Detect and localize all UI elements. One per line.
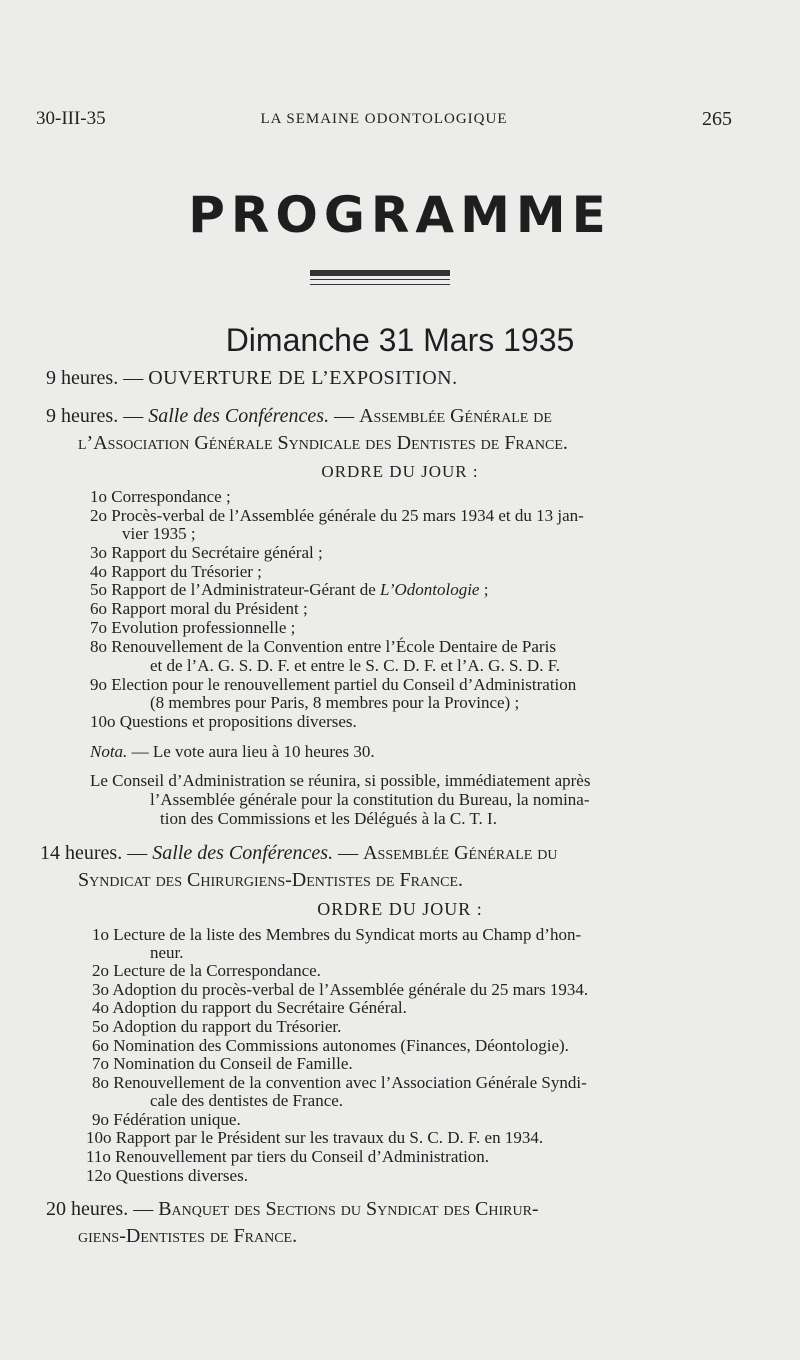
event-title-continued: l’Association Générale Syndicale des Dentistes de France. xyxy=(78,432,568,454)
agenda-item-continued: vier 1935 ; xyxy=(122,524,196,543)
event-title-continued: Syndicat des Chirurgiens-Dentistes de France. xyxy=(78,869,464,891)
agenda-item: 8o Renouvellement de la convention avec l’Association Générale Syndi- xyxy=(92,1073,587,1092)
agenda-item: 4o Rapport du Trésorier ; xyxy=(90,562,262,581)
event-time: 9 heures. xyxy=(46,367,119,389)
event-dash: — xyxy=(123,367,144,389)
nota-text: — Le vote aura lieu à 10 heures 30. xyxy=(131,742,375,761)
agenda-item: 1o Lecture de la liste des Membres du Syndicat morts au Champ d’hon- xyxy=(92,925,582,944)
agenda-item: 2o Procès-verbal de l’Assemblée générale du 25 mars 1934 et du 13 jan- xyxy=(90,506,584,525)
nota-line xyxy=(90,742,375,762)
running-header xyxy=(36,108,732,136)
agenda-item: 10o Questions et propositions diverses. xyxy=(90,712,357,731)
agenda-item: 8o Renouvellement de la Convention entre l’École Dentaire de Paris xyxy=(90,637,556,656)
event-title: Assemblée Générale de xyxy=(359,405,552,427)
event-time: 9 heures. xyxy=(46,405,119,427)
agenda-item: 4o Adoption du rapport du Secrétaire Général. xyxy=(92,998,407,1017)
agenda-item-continued: et de l’A. G. S. D. F. et entre le S. C. D. F. et l’A. G. S. D. F. xyxy=(150,656,561,675)
agenda-item: 6o Nomination des Commissions autonomes (Finances, Déontologie). xyxy=(92,1036,569,1055)
title-rule-thin xyxy=(310,284,450,285)
event-time: 14 heures. xyxy=(40,842,123,864)
agenda-item: 6o Rapport moral du Président ; xyxy=(90,599,308,618)
agenda-item: 5o Rapport de l’Administrateur-Gérant de L’Odontologie ; xyxy=(90,580,489,599)
agenda-item: 3o Adoption du procès-verbal de l’Assemblée générale du 25 mars 1934. xyxy=(92,980,589,999)
event-assembly-agsdf xyxy=(46,405,552,428)
event-dash: — xyxy=(334,405,355,427)
event-opening xyxy=(46,367,458,390)
agenda-item: 9o Fédération unique. xyxy=(92,1110,241,1129)
event-title: OUVERTURE DE L’EXPOSITION. xyxy=(148,367,458,389)
agenda-item: 9o Election pour le renouvellement partiel du Conseil d’Administration xyxy=(90,675,577,694)
event-place: Salle des Conférences. xyxy=(148,405,330,427)
agenda-item: 11o Renouvellement par tiers du Conseil d’Administration. xyxy=(86,1147,490,1166)
agenda-item: 7o Evolution professionnelle ; xyxy=(90,618,296,637)
agenda-item: 1o Correspondance ; xyxy=(90,487,231,506)
event-time: 20 heures. xyxy=(46,1198,129,1220)
agenda-heading: ORDRE DU JOUR : xyxy=(317,899,483,919)
event-title-continued: giens-Dentistes de France. xyxy=(78,1225,298,1247)
conseil-paragraph-continued: tion des Commissions et les Délégués à la C. T. I. xyxy=(160,809,497,828)
event-dash: — xyxy=(338,842,359,864)
title-rule-thin xyxy=(310,279,450,280)
header-issue-date: 30-III-35 xyxy=(36,108,106,129)
event-banquet xyxy=(46,1198,539,1221)
agenda-item: 7o Nomination du Conseil de Famille. xyxy=(92,1054,353,1073)
event-date: Dimanche 31 Mars 1935 xyxy=(225,322,575,358)
agenda-item-continued: cale des dentistes de France. xyxy=(150,1091,344,1110)
event-dash: — xyxy=(127,842,148,864)
event-title: Banquet des Sections du Syndicat des Chirur- xyxy=(158,1198,539,1220)
event-dash: — xyxy=(123,405,144,427)
agenda-heading: ORDRE DU JOUR : xyxy=(321,462,479,481)
event-title: Assemblée Générale du xyxy=(363,842,558,864)
agenda-item: 3o Rapport du Secrétaire général ; xyxy=(90,543,323,562)
agenda-item: 5o Adoption du rapport du Trésorier. xyxy=(92,1017,342,1036)
header-page-number: 265 xyxy=(702,108,732,130)
agenda-item-continued: (8 membres pour Paris, 8 membres pour la Province) ; xyxy=(150,693,520,712)
event-dash: — xyxy=(133,1198,154,1220)
header-journal-title: LA SEMAINE ODONTOLOGIQUE xyxy=(260,111,508,127)
event-place: Salle des Conférences. xyxy=(152,842,334,864)
page-title: PROGRAMME xyxy=(188,186,612,244)
title-rule-thick xyxy=(310,270,450,276)
agenda-item: 12o Questions diverses. xyxy=(86,1166,248,1185)
nota-label: Nota. xyxy=(90,742,128,761)
agenda-item: 2o Lecture de la Correspondance. xyxy=(92,961,321,980)
agenda-item: 10o Rapport par le Président sur les travaux du S. C. D. F. en 1934. xyxy=(86,1128,544,1147)
agenda-item-continued: neur. xyxy=(150,943,184,962)
event-assembly-scdf xyxy=(40,842,558,865)
conseil-paragraph: Le Conseil d’Administration se réunira, si possible, immédiatement après xyxy=(90,771,591,790)
conseil-paragraph-continued: l’Assemblée générale pour la constitution du Bureau, la nomina- xyxy=(150,790,590,809)
